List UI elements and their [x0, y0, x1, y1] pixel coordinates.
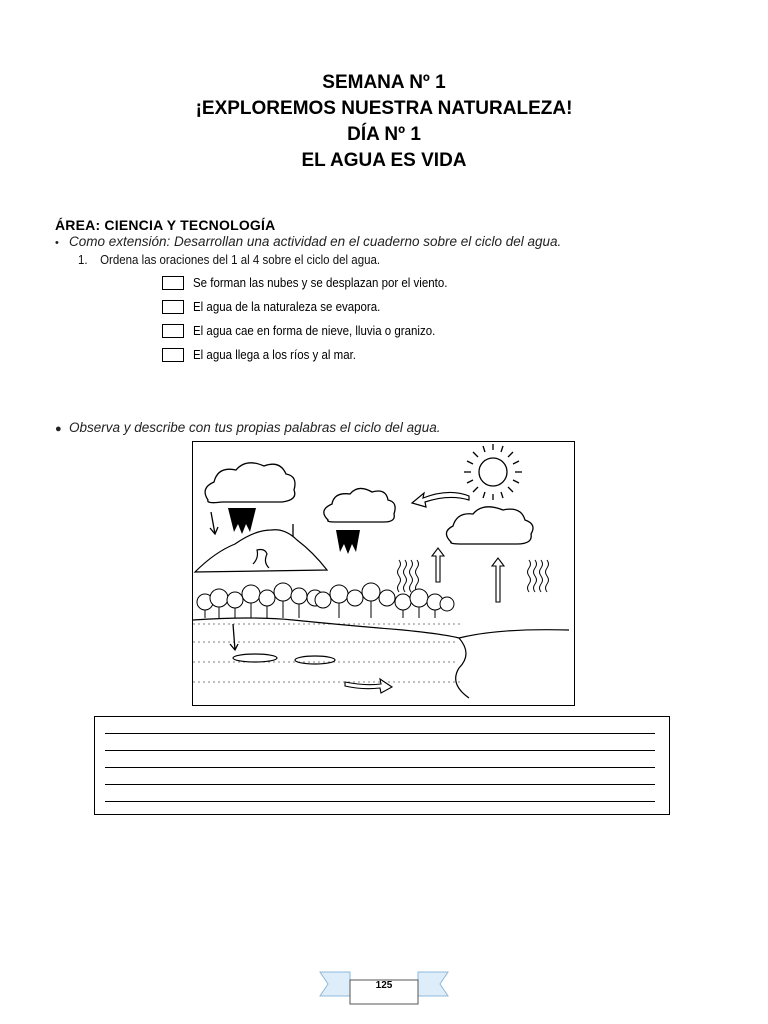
order-answer-box[interactable] [162, 276, 184, 290]
order-item-text: Se forman las nubes y se desplazan por el viento. [193, 276, 448, 290]
water-cycle-diagram [192, 441, 575, 706]
observe-instruction [55, 420, 440, 435]
order-answer-box[interactable] [162, 300, 184, 314]
cloud-icon [324, 488, 395, 522]
observe-text: Observa y describe con tus propias palabras el ciclo del agua. [69, 420, 441, 435]
ordering-instruction [78, 253, 380, 267]
sun-icon [464, 444, 522, 500]
page-number: 125 [375, 980, 393, 991]
answer-line[interactable] [105, 767, 655, 768]
answer-line[interactable] [105, 733, 655, 734]
evaporation-icon [398, 560, 549, 592]
instruction-text: Ordena las oraciones del 1 al 4 sobre el ciclo del agua. [100, 253, 381, 267]
order-item-text: El agua de la naturaleza se evapora. [193, 300, 381, 314]
arrow-icon [432, 548, 504, 602]
answer-line[interactable] [105, 750, 655, 751]
lesson-title: EL AGUA ES VIDA [301, 150, 467, 171]
day-title: DÍA Nº 1 [347, 124, 421, 145]
answer-box[interactable] [94, 716, 670, 815]
water-cycle-illustration [193, 442, 573, 704]
order-item-text: El agua cae en forma de nieve, lluvia o granizo. [193, 324, 436, 338]
order-item[interactable] [162, 322, 456, 340]
extension-text: Como extensión: Desarrollan una actividad en el cuaderno sobre el ciclo del agua. [69, 234, 562, 249]
bullet-icon: • [55, 237, 59, 249]
order-item[interactable] [162, 346, 370, 364]
answer-line[interactable] [105, 784, 655, 785]
bullet-icon: ● [55, 423, 62, 435]
cloud-icon [205, 463, 295, 503]
order-answer-box[interactable] [162, 324, 184, 338]
extension-instruction [55, 234, 561, 249]
order-item[interactable] [162, 274, 470, 292]
order-item-text: El agua llega a los ríos y al mar. [193, 348, 357, 362]
arrow-icon [345, 679, 392, 693]
order-item[interactable] [162, 298, 397, 316]
order-answer-box[interactable] [162, 348, 184, 362]
area-heading: ÁREA: CIENCIA Y TECNOLOGÍA [55, 217, 276, 233]
arrow-icon [412, 492, 469, 507]
mountain-icon [195, 530, 327, 572]
week-title: SEMANA Nº 1 [322, 72, 446, 93]
theme-title: ¡EXPLOREMOS NUESTRA NATURALEZA! [195, 98, 573, 119]
instruction-number: 1. [78, 253, 88, 267]
cloud-icon [446, 507, 533, 544]
page-header [0, 70, 768, 174]
answer-line[interactable] [105, 801, 655, 802]
